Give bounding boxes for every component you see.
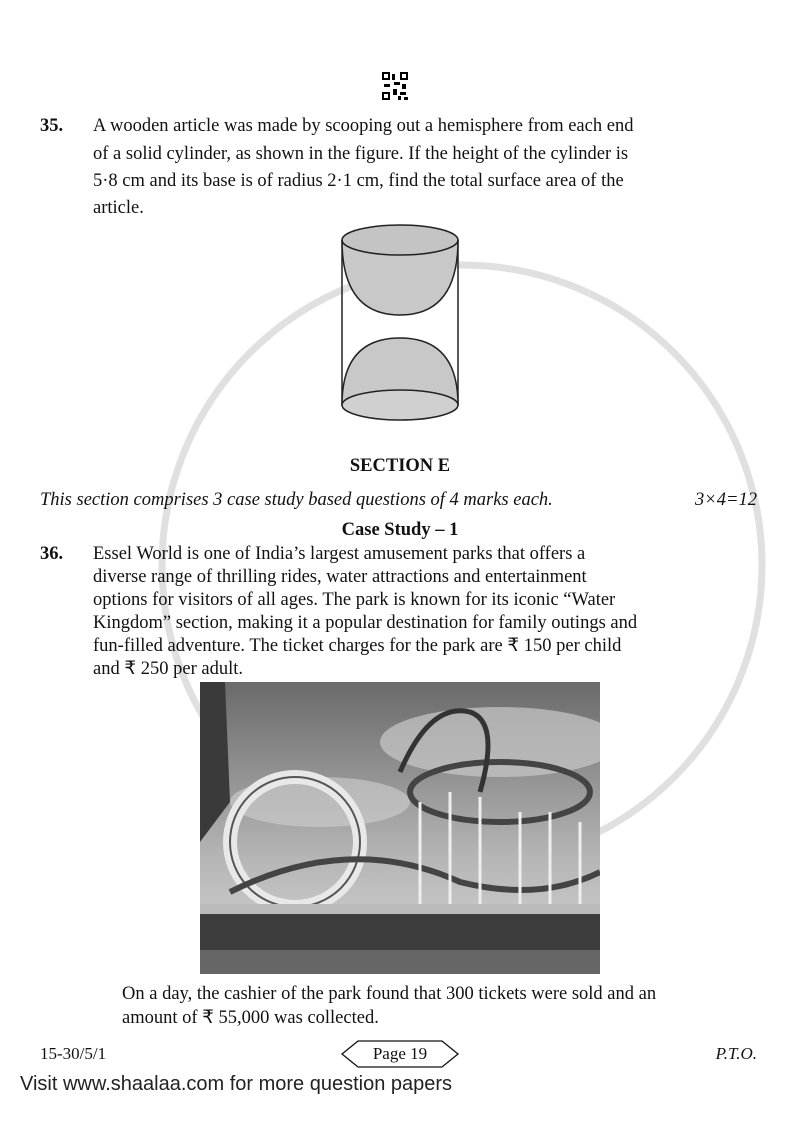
- question-35-line: of a solid cylinder, as shown in the figure. If the height of the cylinder is: [93, 144, 629, 164]
- question-36-line: Kingdom” section, making it a popular destination for family outings and: [93, 613, 638, 633]
- section-title: SECTION E: [349, 456, 451, 476]
- question-36-line: diverse range of thrilling rides, water attractions and entertainment: [93, 567, 587, 587]
- question-number-35: 35.: [40, 116, 64, 136]
- question-36-line: Essel World is one of India’s largest amusement parks that offers a: [93, 544, 586, 564]
- page-number: Page 19: [372, 1044, 428, 1063]
- case-study-heading: Case Study – 1: [341, 520, 459, 540]
- roller-coaster-photo: [200, 682, 600, 974]
- question-35-line: 5·8 cm and its base is of radius 2·1 cm, find the total surface area of the: [93, 171, 624, 191]
- question-35-line: A wooden article was made by scooping out a hemisphere from each end: [93, 116, 634, 136]
- question-36-line: fun-filled adventure. The ticket charges for the park are ₹ 150 per child: [93, 636, 622, 656]
- question-number-36: 36.: [40, 544, 64, 564]
- question-36-line: and ₹ 250 per adult.: [93, 659, 243, 679]
- section-marks: 3×4=12: [695, 490, 757, 510]
- site-banner-link[interactable]: Visit www.shaalaa.com for more question papers: [20, 1073, 453, 1095]
- qr-code-icon: [382, 72, 408, 100]
- question-36-continued-line: On a day, the cashier of the park found that 300 tickets were sold and an: [122, 984, 657, 1004]
- cylinder-figure: [330, 220, 470, 430]
- section-instruction: This section comprises 3 case study based questions of 4 marks each.: [40, 490, 553, 510]
- question-35-line: article.: [93, 198, 144, 218]
- please-turn-over: P.T.O.: [715, 1044, 757, 1063]
- question-36-line: options for visitors of all ages. The park is known for its iconic “Water: [93, 590, 616, 610]
- paper-code: 15-30/5/1: [40, 1044, 107, 1063]
- question-36-continued-line: amount of ₹ 55,000 was collected.: [122, 1008, 379, 1028]
